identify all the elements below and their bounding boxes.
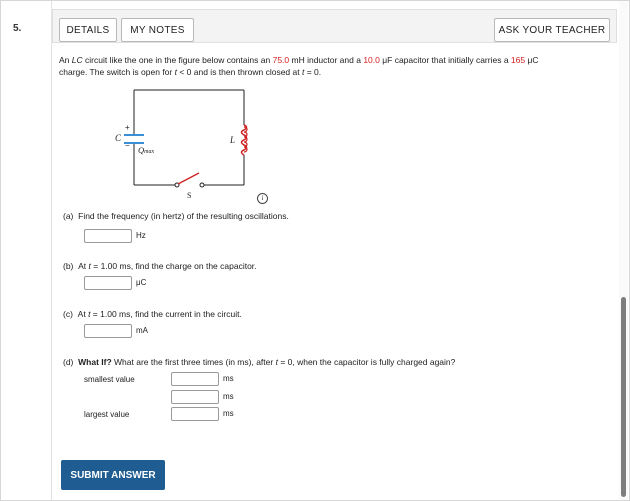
switch-contact-right (200, 183, 204, 187)
part-d-answer-input-3[interactable] (171, 407, 219, 421)
lc-circuit-figure (109, 87, 279, 212)
charge-value: 165 (510, 55, 526, 65)
part-c-unit: mA (136, 326, 148, 335)
part-d-unit-3: ms (223, 409, 234, 418)
part-c-prompt: (c) At t = 1.00 ms, find the current in the circuit. (63, 309, 242, 319)
question-text (59, 54, 604, 78)
capacitance-value: 10.0 (363, 55, 380, 65)
scrollbar-thumb[interactable] (621, 297, 626, 497)
part-b-unit: μC (136, 278, 147, 287)
info-icon[interactable]: i (257, 193, 268, 204)
largest-value-label: largest value (84, 410, 130, 419)
part-d-answer-input-2[interactable] (171, 390, 219, 404)
submit-answer-button[interactable]: SUBMIT ANSWER (61, 460, 165, 490)
my-notes-button[interactable]: MY NOTES (121, 18, 194, 42)
part-a-unit: Hz (136, 231, 146, 240)
part-a-prompt: (a) Find the frequency (in hertz) of the resulting oscillations. (63, 211, 289, 221)
part-b-prompt: (b) At t = 1.00 ms, find the charge on the capacitor. (63, 261, 257, 271)
question-text-line-2: charge. The switch is open for t < 0 and is then thrown closed at t = 0. (59, 67, 322, 77)
part-d-answer-input-1[interactable] (171, 372, 219, 386)
ask-your-teacher-button[interactable]: ASK YOUR TEACHER (494, 18, 610, 42)
inductance-value: 75.0 (272, 55, 290, 65)
lc-circuit-diagram (109, 87, 279, 207)
switch-label: S (187, 191, 192, 200)
inductor-label: L (230, 135, 236, 145)
smallest-value-label: smallest value (84, 375, 135, 384)
question-number-column (1, 1, 52, 500)
switch-lever (178, 173, 199, 184)
part-b-answer-input[interactable] (84, 276, 132, 290)
minus-sign: − (125, 141, 130, 150)
question-toolbar (52, 9, 617, 43)
part-d-unit-2: ms (223, 392, 234, 401)
part-d-prompt: (d) What If? What are the first three times (in ms), after t = 0, when the capacitor is fully charged again? (63, 357, 456, 367)
question-number: 5. (13, 23, 22, 34)
question-text-line-1: An LC circuit like the one in the figure below contains an 75.0 mH inductor and a 10.0 μF capacitor that initially carries a 165 μC (59, 55, 539, 65)
part-c-answer-input[interactable] (84, 324, 132, 338)
qmax-label: Qmax (138, 145, 155, 155)
inductor-coil (242, 125, 247, 155)
part-d-unit-1: ms (223, 374, 234, 383)
part-a-answer-input[interactable] (84, 229, 132, 243)
plus-sign: + (125, 123, 130, 132)
capacitor-label: C (115, 133, 122, 143)
details-button[interactable]: DETAILS (59, 18, 117, 42)
